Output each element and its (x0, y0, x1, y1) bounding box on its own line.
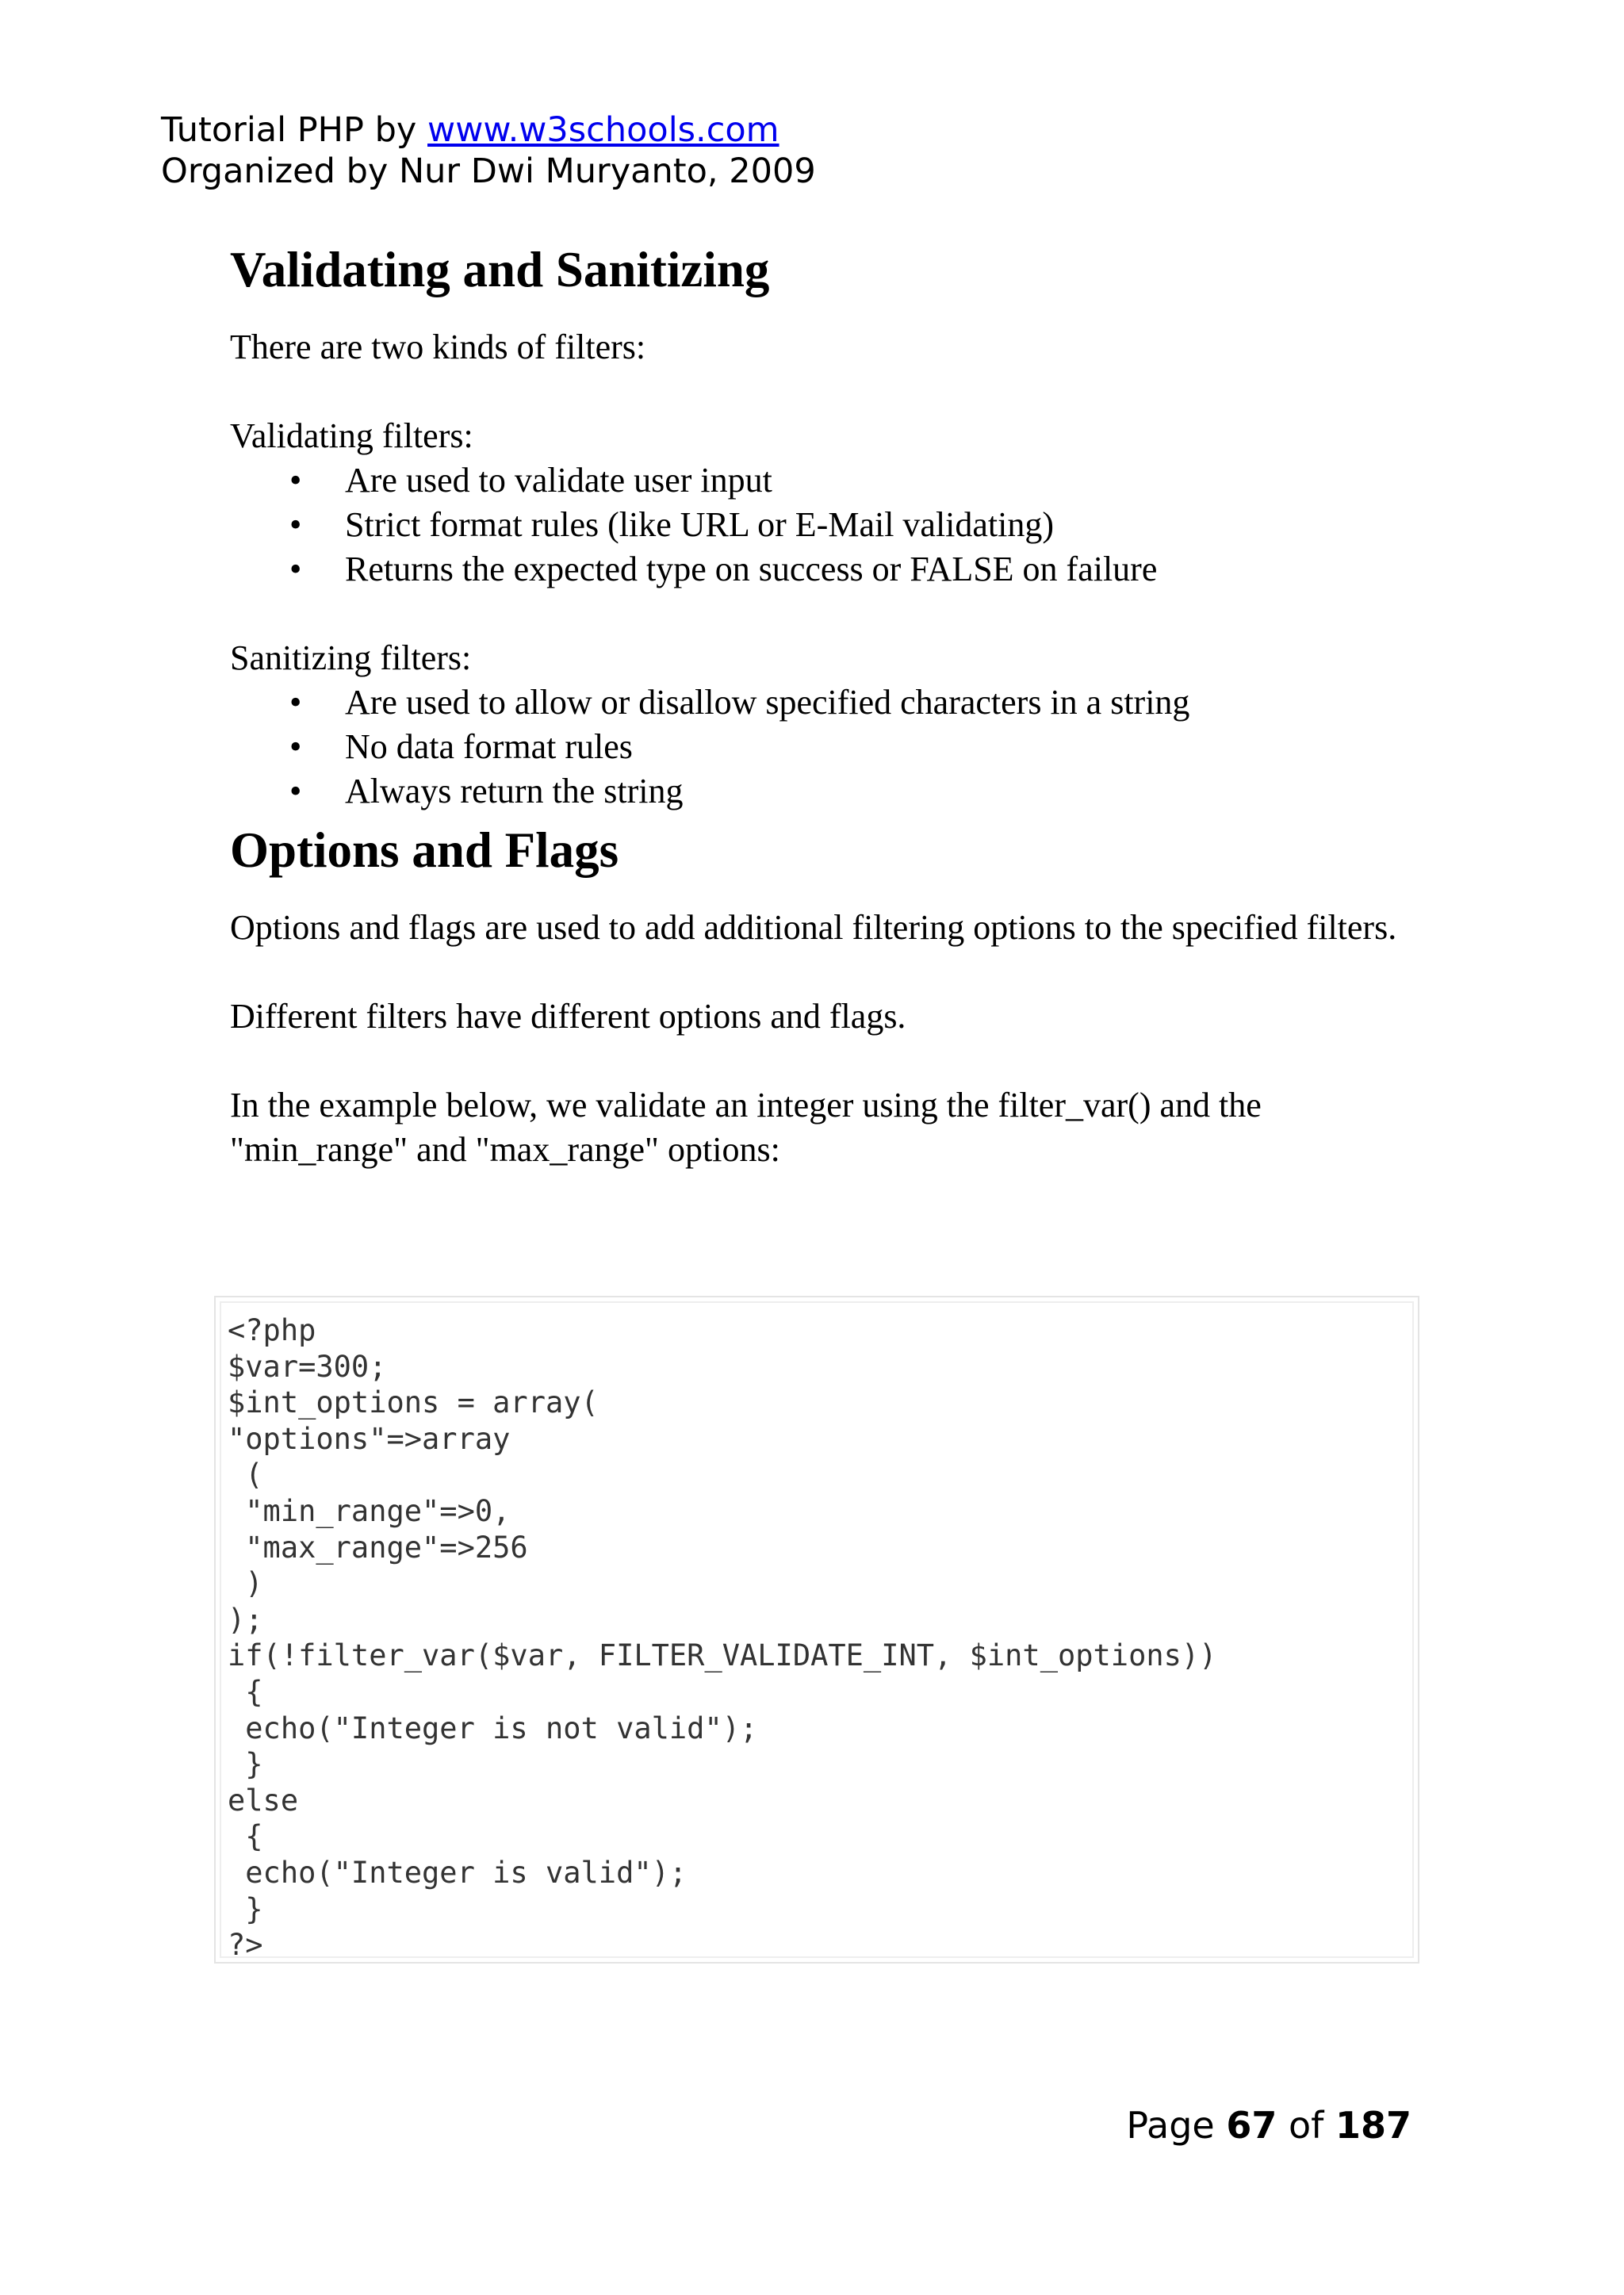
sanitizing-list (230, 680, 1435, 814)
code-line: $int_options = array( (228, 1385, 599, 1420)
code-line: } (228, 1747, 263, 1782)
code-example-inner (220, 1301, 1414, 1963)
validating-label: Validating filters: (230, 416, 473, 455)
list-item: • Are used to allow or disallow specified characters in a string (345, 680, 1435, 725)
section-title-options: Options and Flags (230, 822, 619, 878)
code-line: ( (228, 1458, 263, 1492)
filters-intro: There are two kinds of filters: (230, 328, 646, 366)
code-line: "max_range"=>256 (228, 1530, 528, 1565)
page-number: 67 (1226, 2104, 1277, 2147)
code-line: { (228, 1674, 263, 1709)
header-line-1 (161, 109, 816, 151)
code-line: { (228, 1819, 263, 1854)
page-footer (1126, 2103, 1411, 2147)
page-content (230, 238, 1435, 1172)
header-prefix: Tutorial PHP by (161, 110, 428, 150)
code-line: ?> (228, 1928, 263, 1963)
options-paragraph-2: Different filters have different options and flags. (230, 997, 906, 1036)
list-item: • Always return the string (345, 769, 1435, 814)
list-item: • Strict format rules (like URL or E-Mail validating) (345, 503, 1435, 547)
code-line: else (228, 1783, 299, 1818)
code-line: echo("Integer is valid"); (228, 1855, 688, 1890)
code-line: $var=300; (228, 1349, 387, 1384)
page-label: Page (1126, 2104, 1227, 2147)
sanitizing-label: Sanitizing filters: (230, 638, 472, 677)
options-paragraph-1: Options and flags are used to add additional filtering options to the specified filters. (230, 908, 1397, 947)
list-item: • Are used to validate user input (345, 458, 1435, 503)
total-pages: 187 (1335, 2104, 1411, 2147)
code-line: <?php (228, 1313, 316, 1347)
section-title-validating: Validating and Sanitizing (230, 242, 770, 297)
code-example-box (214, 1296, 1419, 1964)
code-line: if(!filter_var($var, FILTER_VALIDATE_INT, $int_options)) (228, 1638, 1217, 1673)
code-line: "options"=>array (228, 1421, 511, 1456)
header-line-2: Organized by Nur Dwi Muryanto, 2009 (161, 151, 816, 191)
of-label: of (1277, 2104, 1335, 2147)
validating-list (230, 458, 1435, 592)
list-item: • No data format rules (345, 725, 1435, 769)
code-line: } (228, 1891, 263, 1926)
options-paragraph-3: In the example below, we validate an integer using the filter_var() and the "min_range" and "max_range" options: (230, 1086, 1262, 1169)
code-line: "min_range"=>0, (228, 1493, 511, 1528)
w3schools-link[interactable]: www.w3schools.com (427, 110, 779, 150)
list-item: • Returns the expected type on success or FALSE on failure (345, 547, 1435, 592)
code-line: echo("Integer is not valid"); (228, 1711, 758, 1745)
code-line: ) (228, 1566, 263, 1601)
page-header (161, 109, 816, 192)
code-block (228, 1312, 1412, 1964)
code-line: ); (228, 1602, 263, 1637)
